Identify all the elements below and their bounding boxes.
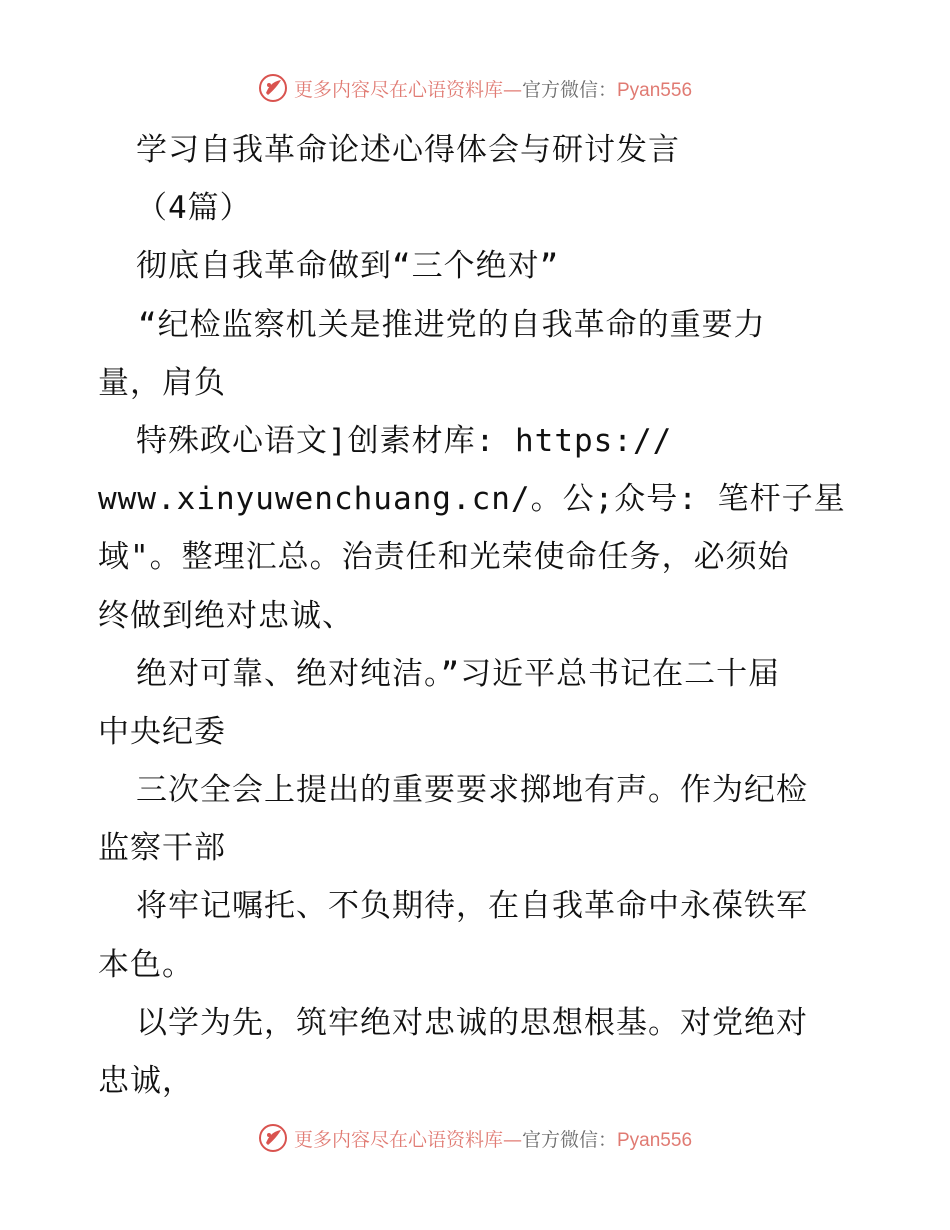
- watermark-separator: —: [502, 78, 522, 101]
- text-line: www.xinyuwenchuang.cn/。公;众号: 笔杆子星: [98, 481, 846, 518]
- text-line: 将牢记嘱托、不负期待，在自我革命中永葆铁军: [136, 888, 808, 925]
- watermark-brand: 更多内容尽在心语资料库: [293, 1128, 503, 1151]
- text-line: 忠诚，: [98, 1063, 194, 1099]
- text-line: 中央纪委: [98, 713, 226, 750]
- document-subtitle: （4篇）: [136, 190, 252, 227]
- text-line: 监察干部: [98, 830, 226, 867]
- watermark-brand: 更多内容尽在心语资料库: [293, 78, 503, 101]
- brand-logo-icon: [258, 1123, 288, 1153]
- watermark-account: Pyan556: [617, 79, 693, 101]
- text-line: “纪检监察机关是推进党的自我革命的重要力: [138, 306, 766, 343]
- section-heading: 彻底自我革命做到“三个绝对”: [136, 248, 560, 285]
- brand-logo-icon: [258, 73, 288, 103]
- watermark-separator: —: [502, 1128, 522, 1151]
- text-line: 终做到绝对忠诚、: [98, 597, 354, 634]
- document-body: [98, 121, 858, 1110]
- header-watermark: [0, 73, 950, 103]
- footer-watermark: [0, 1123, 950, 1153]
- text-line: 域"。整理汇总。治责任和光荣使命任务，必须始: [98, 539, 790, 576]
- text-line: 绝对可靠、绝对纯洁。”习近平总书记在二十届: [136, 655, 781, 692]
- text-line: 三次全会上提出的重要要求掷地有声。作为纪检: [136, 772, 808, 809]
- text-line: 量，肩负: [98, 364, 226, 401]
- watermark-account: Pyan556: [617, 1129, 693, 1151]
- text-line: 本色。: [98, 946, 194, 983]
- text-line: 特殊政心语文]创素材库: https://: [136, 422, 673, 459]
- document-title: 学习自我革命论述心得体会与研讨发言: [136, 132, 680, 168]
- watermark-label: 官方微信：: [521, 1128, 617, 1151]
- text-line: 以学为先，筑牢绝对忠诚的思想根基。对党绝对: [136, 1004, 808, 1041]
- watermark-label: 官方微信：: [521, 78, 617, 101]
